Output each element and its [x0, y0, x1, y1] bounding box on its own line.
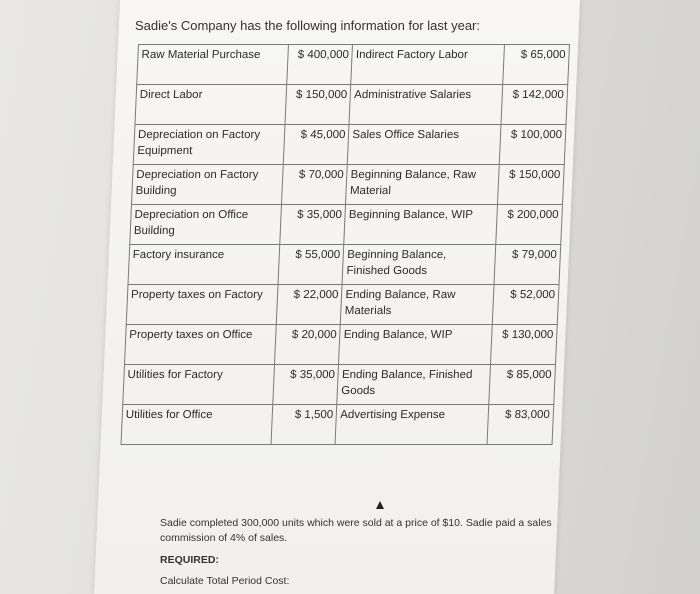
row-amount: $ 1,500: [271, 405, 338, 445]
row-amount-2: $ 83,000: [487, 405, 554, 445]
row-label: Depreciation on Office Building: [130, 205, 281, 245]
row-amount: $ 22,000: [276, 285, 343, 325]
row-label: Property taxes on Factory: [126, 285, 277, 325]
row-label-2: Ending Balance, Finished Goods: [337, 365, 491, 405]
page-title: Sadie's Company has the following information for last year:: [135, 18, 480, 33]
row-amount: $ 400,000: [286, 45, 353, 85]
row-amount-2: $ 100,000: [499, 125, 566, 165]
row-amount-2: $ 65,000: [503, 45, 570, 85]
row-amount-2: $ 142,000: [501, 85, 568, 125]
cost-table: [120, 44, 570, 445]
row-amount: $ 35,000: [272, 365, 339, 405]
row-label: Raw Material Purchase: [137, 45, 288, 85]
table-row: [123, 365, 556, 405]
sales-note: Sadie completed 300,000 units which were sold at a price of $10. Sadie paid a sales commission of 4% of sales.: [160, 517, 552, 544]
table-row: [131, 165, 564, 205]
row-label-2: Ending Balance, WIP: [339, 325, 493, 365]
row-amount: $ 20,000: [274, 325, 341, 365]
row-label: Utilities for Factory: [123, 365, 274, 405]
table-row: [133, 125, 566, 165]
row-amount: $ 45,000: [283, 125, 350, 165]
row-label-2: Sales Office Salaries: [348, 125, 502, 165]
row-amount: $ 150,000: [285, 85, 352, 125]
row-label-2: Beginning Balance, WIP: [344, 205, 498, 245]
row-amount: $ 35,000: [279, 205, 346, 245]
required-heading: REQUIRED:: [160, 554, 219, 566]
row-label: Depreciation on Factory Equipment: [133, 125, 284, 165]
row-label: Direct Labor: [135, 85, 286, 125]
table-row: [137, 45, 570, 85]
mouse-cursor-icon: [376, 501, 384, 509]
row-amount-2: $ 200,000: [496, 205, 563, 245]
row-label: Property taxes on Office: [125, 325, 276, 365]
row-label-2: Beginning Balance, Raw Material: [346, 165, 500, 205]
row-amount-2: $ 79,000: [494, 245, 561, 285]
row-label-2: Administrative Salaries: [349, 85, 503, 125]
row-label-2: Ending Balance, Raw Materials: [341, 285, 495, 325]
row-amount: $ 70,000: [281, 165, 348, 205]
row-label: Utilities for Office: [121, 405, 272, 445]
task-prompt: Calculate Total Period Cost:: [160, 575, 290, 587]
row-label-2: Indirect Factory Labor: [351, 45, 505, 85]
table-row: [128, 245, 561, 285]
table-row: [121, 405, 554, 445]
row-amount: $ 55,000: [278, 245, 345, 285]
row-amount-2: $ 85,000: [489, 365, 556, 405]
row-amount-2: $ 150,000: [498, 165, 565, 205]
row-label-2: Beginning Balance, Finished Goods: [342, 245, 496, 285]
row-label-2: Advertising Expense: [335, 405, 489, 445]
row-amount-2: $ 52,000: [492, 285, 559, 325]
table-row: [126, 285, 559, 325]
row-amount-2: $ 130,000: [491, 325, 558, 365]
table-row: [130, 205, 563, 245]
row-label: Depreciation on Factory Building: [131, 165, 282, 205]
table-row: [125, 325, 558, 365]
table-row: [135, 85, 568, 125]
row-label: Factory insurance: [128, 245, 279, 285]
